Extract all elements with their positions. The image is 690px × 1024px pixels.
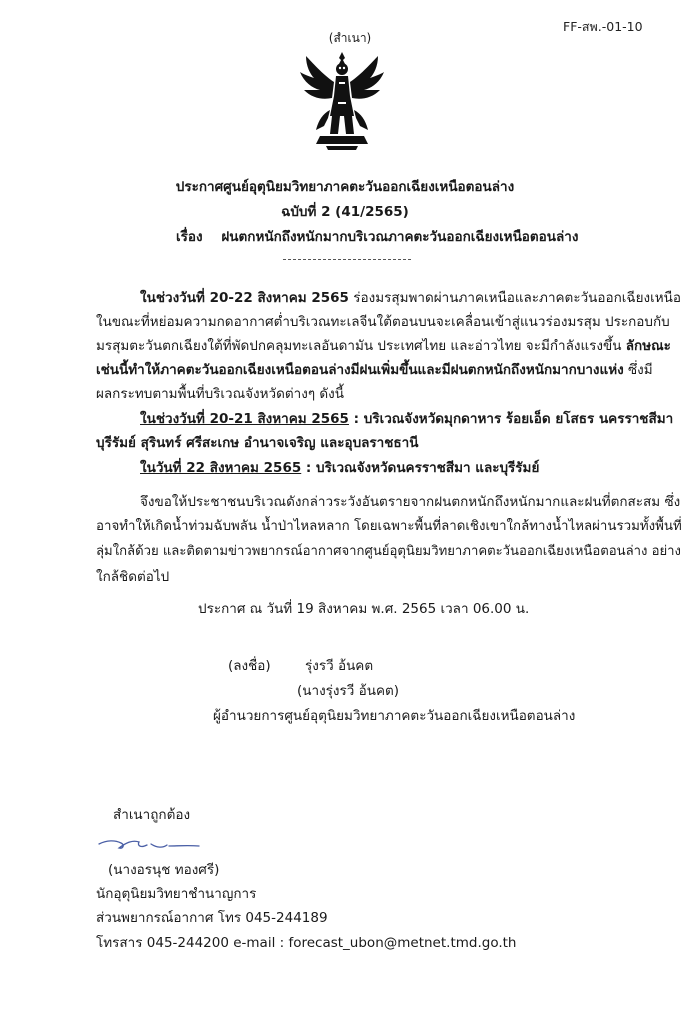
- header-divider: [283, 259, 411, 260]
- p1-line-5: ผลกระทบตามพื้นที่บริเวณจังหวัดต่างๆ ดังนี้: [96, 386, 344, 402]
- announcement-issue: ฉบับที่ 2 (41/2565): [281, 204, 409, 220]
- p2-line-2: บุรีรัมย์ สุรินทร์ ศรีสะเกษ อำนาจเจริญ และอุบลราชธานี: [96, 435, 419, 451]
- form-code: FF-สพ.-01-10: [563, 19, 643, 34]
- p1-line4-bold: เช่นนี้ทำให้ภาคตะวันออกเฉียงเหนือตอนล่างมีฝนเพิ่มขึ้นและมีฝนตกหนักถึงหนักมากบางแห่ง: [96, 362, 624, 378]
- p1-line3-text: มรสุมตะวันตกเฉียงใต้ที่พัดปกคลุมทะเลอันดามัน ประเทศไทย และอ่าวไทย จะมีกำลังแรงขึ้น: [96, 338, 626, 354]
- signer-name: รุ่งรวี อ้นคต: [305, 658, 374, 674]
- handwritten-signature: [97, 836, 201, 854]
- sign-label: (ลงชื่อ): [228, 658, 271, 674]
- p1-line-4: [96, 361, 653, 379]
- p1-line-3: [96, 337, 671, 355]
- subject-line: [176, 228, 578, 246]
- garuda-emblem-icon: [300, 52, 384, 150]
- announcement-title: ประกาศศูนย์อุตุนิยมวิทยาภาคตะวันออกเฉียงเหนือตอนล่าง: [175, 179, 515, 195]
- certify-unit-phone: ส่วนพยากรณ์อากาศ โทร 045-244189: [96, 910, 328, 926]
- certify-fax-email: โทรสาร 045-244200 e-mail : forecast_ubon@metnet.tmd.go.th: [96, 935, 517, 951]
- p1-line3-bold: ลักษณะ: [625, 338, 671, 354]
- p3-areas: : บริเวณจังหวัดนครราชสีมา และบุรีรัมย์: [301, 460, 540, 476]
- p4-line-3: ลุ่มใกล้ด้วย และติดตามข่าวพยากรณ์อากาศจากศูนย์อุตุนิยมวิทยาภาคตะวันออกเฉียงเหนือตอนล่าง อย่าง: [96, 544, 681, 559]
- p2-date: ในช่วงวันที่ 20-21 สิงหาคม 2565: [140, 411, 349, 427]
- certify-role: นักอุตุนิยมวิทยาชำนาญการ: [96, 886, 257, 902]
- subject-text: ฝนตกหนักถึงหนักมากบริเวณภาคตะวันออกเฉียงเหนือตอนล่าง: [221, 229, 579, 245]
- p3-line-1: [140, 459, 539, 477]
- certify-label: สำเนาถูกต้อง: [113, 807, 191, 823]
- signer-full-name: (นางรุ่งรวี อ้นคต): [297, 683, 400, 699]
- subject-label: เรื่อง: [176, 229, 203, 245]
- p1-line4-text: ซึ่งมี: [623, 362, 653, 378]
- p1-date: ในช่วงวันที่ 20-22 สิงหาคม 2565: [140, 290, 349, 306]
- signer-position: ผู้อำนวยการศูนย์อุตุนิยมวิทยาภาคตะวันออกเฉียงเหนือตอนล่าง: [213, 708, 576, 724]
- p4-line-1: จึงขอให้ประชาชนบริเวณดังกล่าวระวังอันตรายจากฝนตกหนักถึงหนักมากและฝนที่ตกสะสม ซึ่ง: [140, 494, 681, 510]
- p2-areas: : บริเวณจังหวัดมุกดาหาร ร้อยเอ็ด ยโสธร นครราชสีมา: [348, 411, 674, 427]
- p1-line-2: ในขณะที่หย่อมความกดอากาศต่ำบริเวณทะเลจีนใต้ตอนบนจะเคลื่อนเข้าสู่แนวร่องมรสุม ประกอบกับ: [96, 314, 670, 330]
- announce-date: ประกาศ ณ วันที่ 19 สิงหาคม พ.ศ. 2565 เวลา 06.00 น.: [198, 601, 530, 617]
- p4-line-4: ใกล้ชิดต่อไป: [96, 569, 170, 585]
- p1-line-1: [140, 289, 681, 307]
- p3-date: ในวันที่ 22 สิงหาคม 2565: [140, 460, 302, 476]
- p2-line-1: [140, 410, 673, 428]
- p1-line1-text: ร่องมรสุมพาดผ่านภาคเหนือและภาคตะวันออกเฉียงเหนือ: [348, 290, 681, 306]
- certify-name: (นางอรนุช ทองศรี): [108, 862, 220, 878]
- p4-line-2: อาจทำให้เกิดน้ำท่วมฉับพลัน น้ำป่าไหลหลาก โดยเฉพาะพื้นที่ลาดเชิงเขาใกล้ทางน้ำไหลผ่านรวมทั้งพื้นที่: [96, 519, 682, 534]
- copy-mark: (สำเนา): [328, 31, 372, 45]
